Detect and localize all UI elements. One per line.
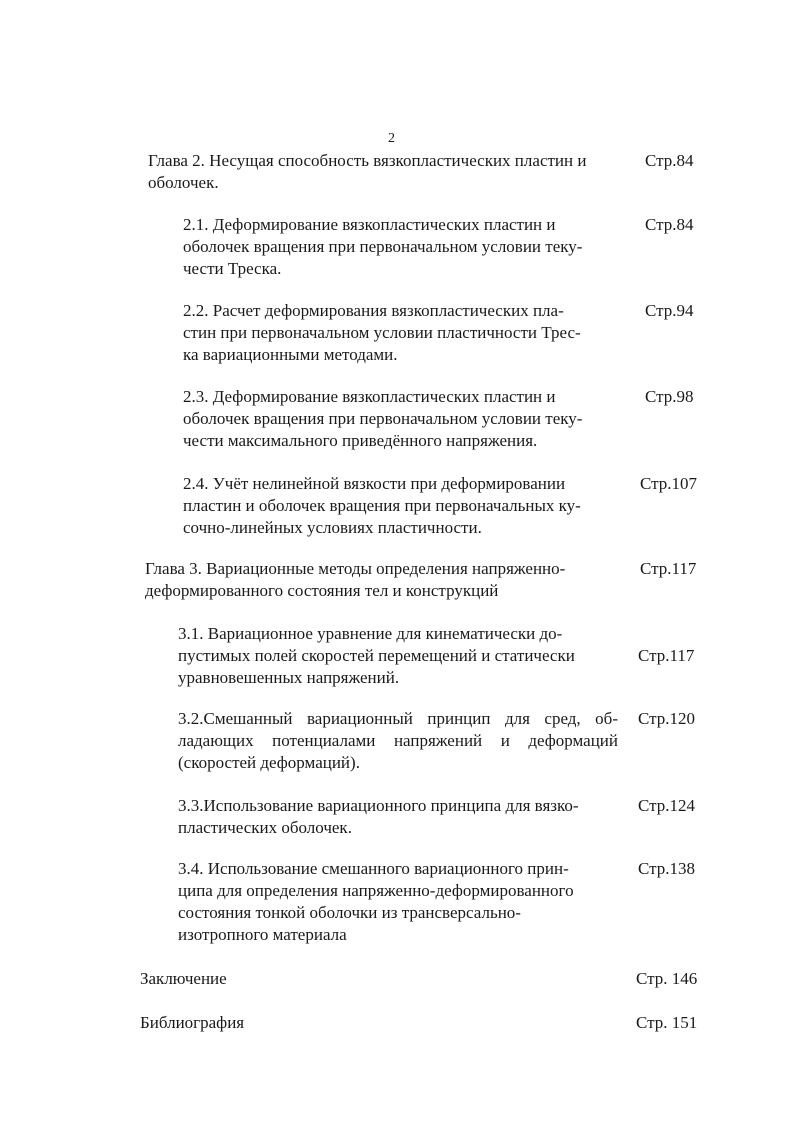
toc-entry-line: стин при первоначальном условии пластичности Трес- bbox=[183, 323, 581, 342]
toc-page-ref: Стр.120 bbox=[638, 709, 696, 728]
toc-entry-line: Библиография bbox=[140, 1013, 245, 1032]
toc-entry-line: пластин и оболочек вращения при первоначальных ку- bbox=[183, 496, 581, 515]
toc-entry-line: ципа для определения напряженно-деформированного bbox=[178, 881, 574, 900]
toc-entry-line: 3.2.Смешанный вариационный принцип для сред, об- bbox=[178, 709, 618, 728]
toc-entry-line: изотропного материала bbox=[178, 925, 347, 944]
toc-page-ref: Стр. 151 bbox=[636, 1013, 698, 1032]
toc-entry-line: сочно-линейных условиях пластичности. bbox=[183, 518, 482, 537]
toc-page-ref: Стр.94 bbox=[645, 301, 694, 320]
toc-entry-line: 3.3.Использование вариационного принципа для вязко- bbox=[178, 796, 579, 815]
toc-entry-line: Заключение bbox=[140, 969, 227, 988]
toc-page-ref: Стр.117 bbox=[638, 646, 695, 665]
toc-entry-line: 3.1. Вариационное уравнение для кинематически до- bbox=[178, 624, 563, 643]
toc-entry-line: 2.1. Деформирование вязкопластических пластин и bbox=[183, 215, 556, 234]
toc-entry-line: ка вариационными методами. bbox=[183, 345, 398, 364]
page-number: 2 bbox=[388, 131, 395, 146]
toc-entry-line: Глава 3. Вариационные методы определения напряженно- bbox=[145, 559, 566, 578]
toc-page-ref: Стр.117 bbox=[640, 559, 697, 578]
toc-entry-line: оболочек вращения при первоначальном условии теку- bbox=[183, 237, 583, 256]
toc-entry-line: (скоростей деформаций). bbox=[178, 753, 360, 772]
toc-page-ref: Стр.98 bbox=[645, 387, 694, 406]
toc-page-ref: Стр.84 bbox=[645, 215, 694, 234]
toc-page-ref: Стр.124 bbox=[638, 796, 696, 815]
toc-entry-line: деформированного состояния тел и конструкций bbox=[145, 581, 499, 600]
toc-entry-line: 2.2. Расчет деформирования вязкопластических пла- bbox=[183, 301, 564, 320]
toc-page-ref: Стр.84 bbox=[645, 151, 694, 170]
toc-entry-line: оболочек вращения при первоначальном условии теку- bbox=[183, 409, 583, 428]
toc-entry-line: чести Треска. bbox=[183, 259, 282, 278]
toc-entry-line: ладающих потенциалами напряжений и деформаций bbox=[178, 731, 618, 750]
toc-entry-line: 2.3. Деформирование вязкопластических пластин и bbox=[183, 387, 556, 406]
toc-entry-line: 2.4. Учёт нелинейной вязкости при деформировании bbox=[183, 474, 566, 493]
toc-page-ref: Стр.138 bbox=[638, 859, 696, 878]
toc-entry-line: состояния тонкой оболочки из трансверсально- bbox=[178, 903, 521, 922]
toc-entry-line: пустимых полей скоростей перемещений и статически bbox=[178, 646, 575, 665]
toc-entry-line: 3.4. Использование смешанного вариационного прин- bbox=[178, 859, 569, 878]
toc-entry-line: уравновешенных напряжений. bbox=[178, 668, 400, 687]
toc-entry-line: Глава 2. Несущая способность вязкопластических пластин и bbox=[148, 151, 587, 170]
toc-entry-line: чести максимального приведённого напряжения. bbox=[183, 431, 538, 450]
toc-page-ref: Стр. 146 bbox=[636, 969, 698, 988]
toc-page-ref: Стр.107 bbox=[640, 474, 698, 493]
toc-entry-line: оболочек. bbox=[148, 173, 219, 192]
toc-entry-line: пластических оболочек. bbox=[178, 818, 352, 837]
